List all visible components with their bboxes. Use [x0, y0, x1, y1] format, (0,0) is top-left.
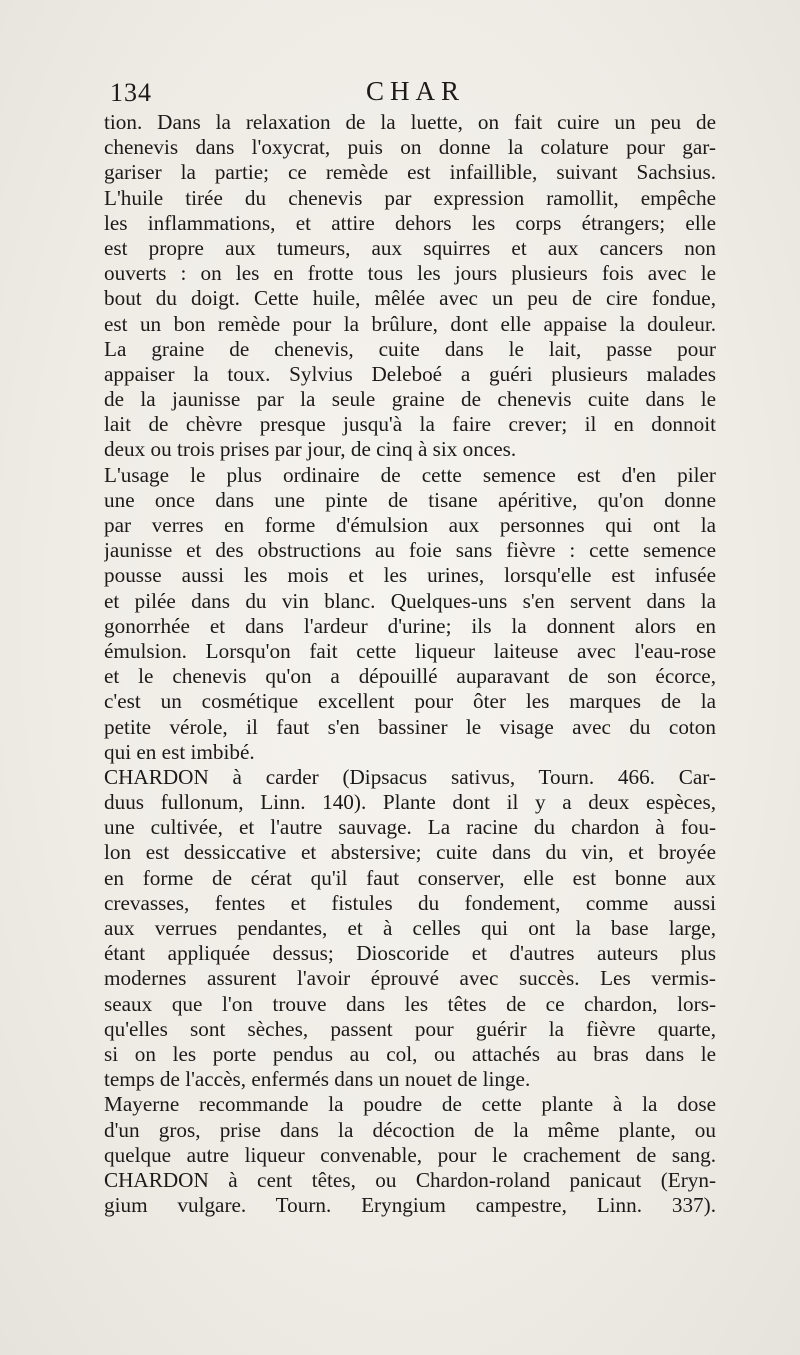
- text-line: crevasses, fentes et fistules du fondement, comme aussi: [104, 890, 716, 915]
- text-line: CHARDON à cent têtes, ou Chardon-roland panicaut (Eryn-: [104, 1167, 716, 1192]
- running-head: [104, 74, 716, 110]
- text-line: L'usage le plus ordinaire de cette semence est d'en piler: [104, 462, 716, 487]
- text-line: appaiser la toux. Sylvius Deleboé a guéri plusieurs malades: [104, 361, 716, 386]
- text-line: si on les porte pendus au col, ou attachés au bras dans le: [104, 1041, 716, 1066]
- text-line: et pilée dans du vin blanc. Quelques-uns s'en servent dans la: [104, 588, 716, 613]
- text-line: aux verrues pendantes, et à celles qui ont la base large,: [104, 916, 716, 940]
- text-line: qu'elles sont sèches, passent pour guérir la fièvre quarte,: [104, 1016, 716, 1041]
- text-line: une cultivée, et l'autre sauvage. La racine du chardon à fou-: [104, 815, 716, 840]
- text-line: gariser la partie; ce remède est infaillible, suivant Sachsius.: [104, 160, 716, 185]
- text-line: ouverts : on les en frotte tous les jours plusieurs fois avec le: [104, 261, 716, 286]
- text-line: quelque autre liqueur convenable, pour le crachement de sang.: [104, 1142, 716, 1167]
- text-line: est un bon remède pour la brûlure, dont elle appaise la douleur.: [104, 311, 716, 336]
- text-line: émulsion. Lorsqu'on fait cette liqueur laiteuse avec l'eau-rose: [104, 638, 716, 663]
- text-line: et le chenevis qu'on a dépouillé auparavant de son écorce,: [104, 664, 716, 689]
- text-line: est propre aux tumeurs, aux squirres et aux cancers non: [104, 235, 716, 260]
- text-line: gonorrhée et dans l'ardeur d'urine; ils la donnent alors en: [104, 613, 716, 638]
- text-line: seaux que l'on trouve dans les têtes de ce chardon, lors-: [104, 991, 716, 1016]
- text-line: Mayerne recommande la poudre de cette plante à la dose: [104, 1092, 716, 1117]
- text-line: lon est dessiccative et abstersive; cuite dans du vin, et broyée: [104, 840, 716, 865]
- running-title: CHAR: [366, 76, 466, 106]
- text-line: une once dans une pinte de tisane apéritive, qu'on donne: [104, 487, 716, 512]
- text-line: deux ou trois prises par jour, de cinq à six onces.: [104, 437, 517, 462]
- text-line: chenevis dans l'oxycrat, puis on donne la colature pour gar-: [104, 135, 716, 160]
- text-line: d'un gros, prise dans la décoction de la même plante, ou: [104, 1117, 716, 1142]
- text-line: CHARDON à carder (Dipsacus sativus, Tourn. 466. Car-: [104, 764, 716, 789]
- text-line: petite vérole, il faut s'en bassiner le visage avec du coton: [104, 714, 716, 739]
- text-line: L'huile tirée du chenevis par expression ramollit, empêche: [104, 185, 716, 210]
- text-line: gium vulgare. Tourn. Eryngium campestre, Linn. 337).: [104, 1193, 716, 1218]
- text-line: les inflammations, et attire dehors les corps étrangers; elle: [104, 210, 716, 235]
- text-line: tion. Dans la relaxation de la luette, on fait cuire un peu de: [104, 110, 716, 134]
- text-line: qui en est imbibé.: [104, 739, 255, 764]
- text-line: duus fullonum, Linn. 140). Plante dont il y a deux espèces,: [104, 790, 716, 815]
- text-line: de la jaunisse par la seule graine de chenevis cuite dans le: [104, 387, 716, 412]
- page-number: 134: [110, 78, 152, 107]
- text-line: bout du doigt. Cette huile, mêlée avec un peu de cire fondue,: [104, 286, 716, 311]
- text-line: par verres en forme d'émulsion aux personnes qui ont la: [104, 513, 716, 537]
- text-line: c'est un cosmétique excellent pour ôter les marques de la: [104, 689, 716, 714]
- text-line: modernes assurent l'avoir éprouvé avec succès. Les vermis-: [104, 966, 716, 991]
- text-line: temps de l'accès, enfermés dans un nouet de linge.: [104, 1067, 531, 1092]
- text-line: pousse aussi les mois et les urines, lorsqu'elle est infusée: [104, 563, 716, 588]
- text-line: en forme de cérat qu'il faut conserver, elle est bonne aux: [104, 865, 716, 890]
- body-text: [104, 110, 716, 1218]
- text-line: étant appliquée dessus; Dioscoride et d'autres auteurs plus: [104, 941, 716, 966]
- book-page: [104, 74, 716, 1218]
- text-line: La graine de chenevis, cuite dans le lait, passe pour: [104, 336, 716, 361]
- text-line: jaunisse et des obstructions au foie sans fièvre : cette semence: [104, 538, 716, 563]
- text-line: lait de chèvre presque jusqu'à la faire crever; il en donnoit: [104, 412, 716, 437]
